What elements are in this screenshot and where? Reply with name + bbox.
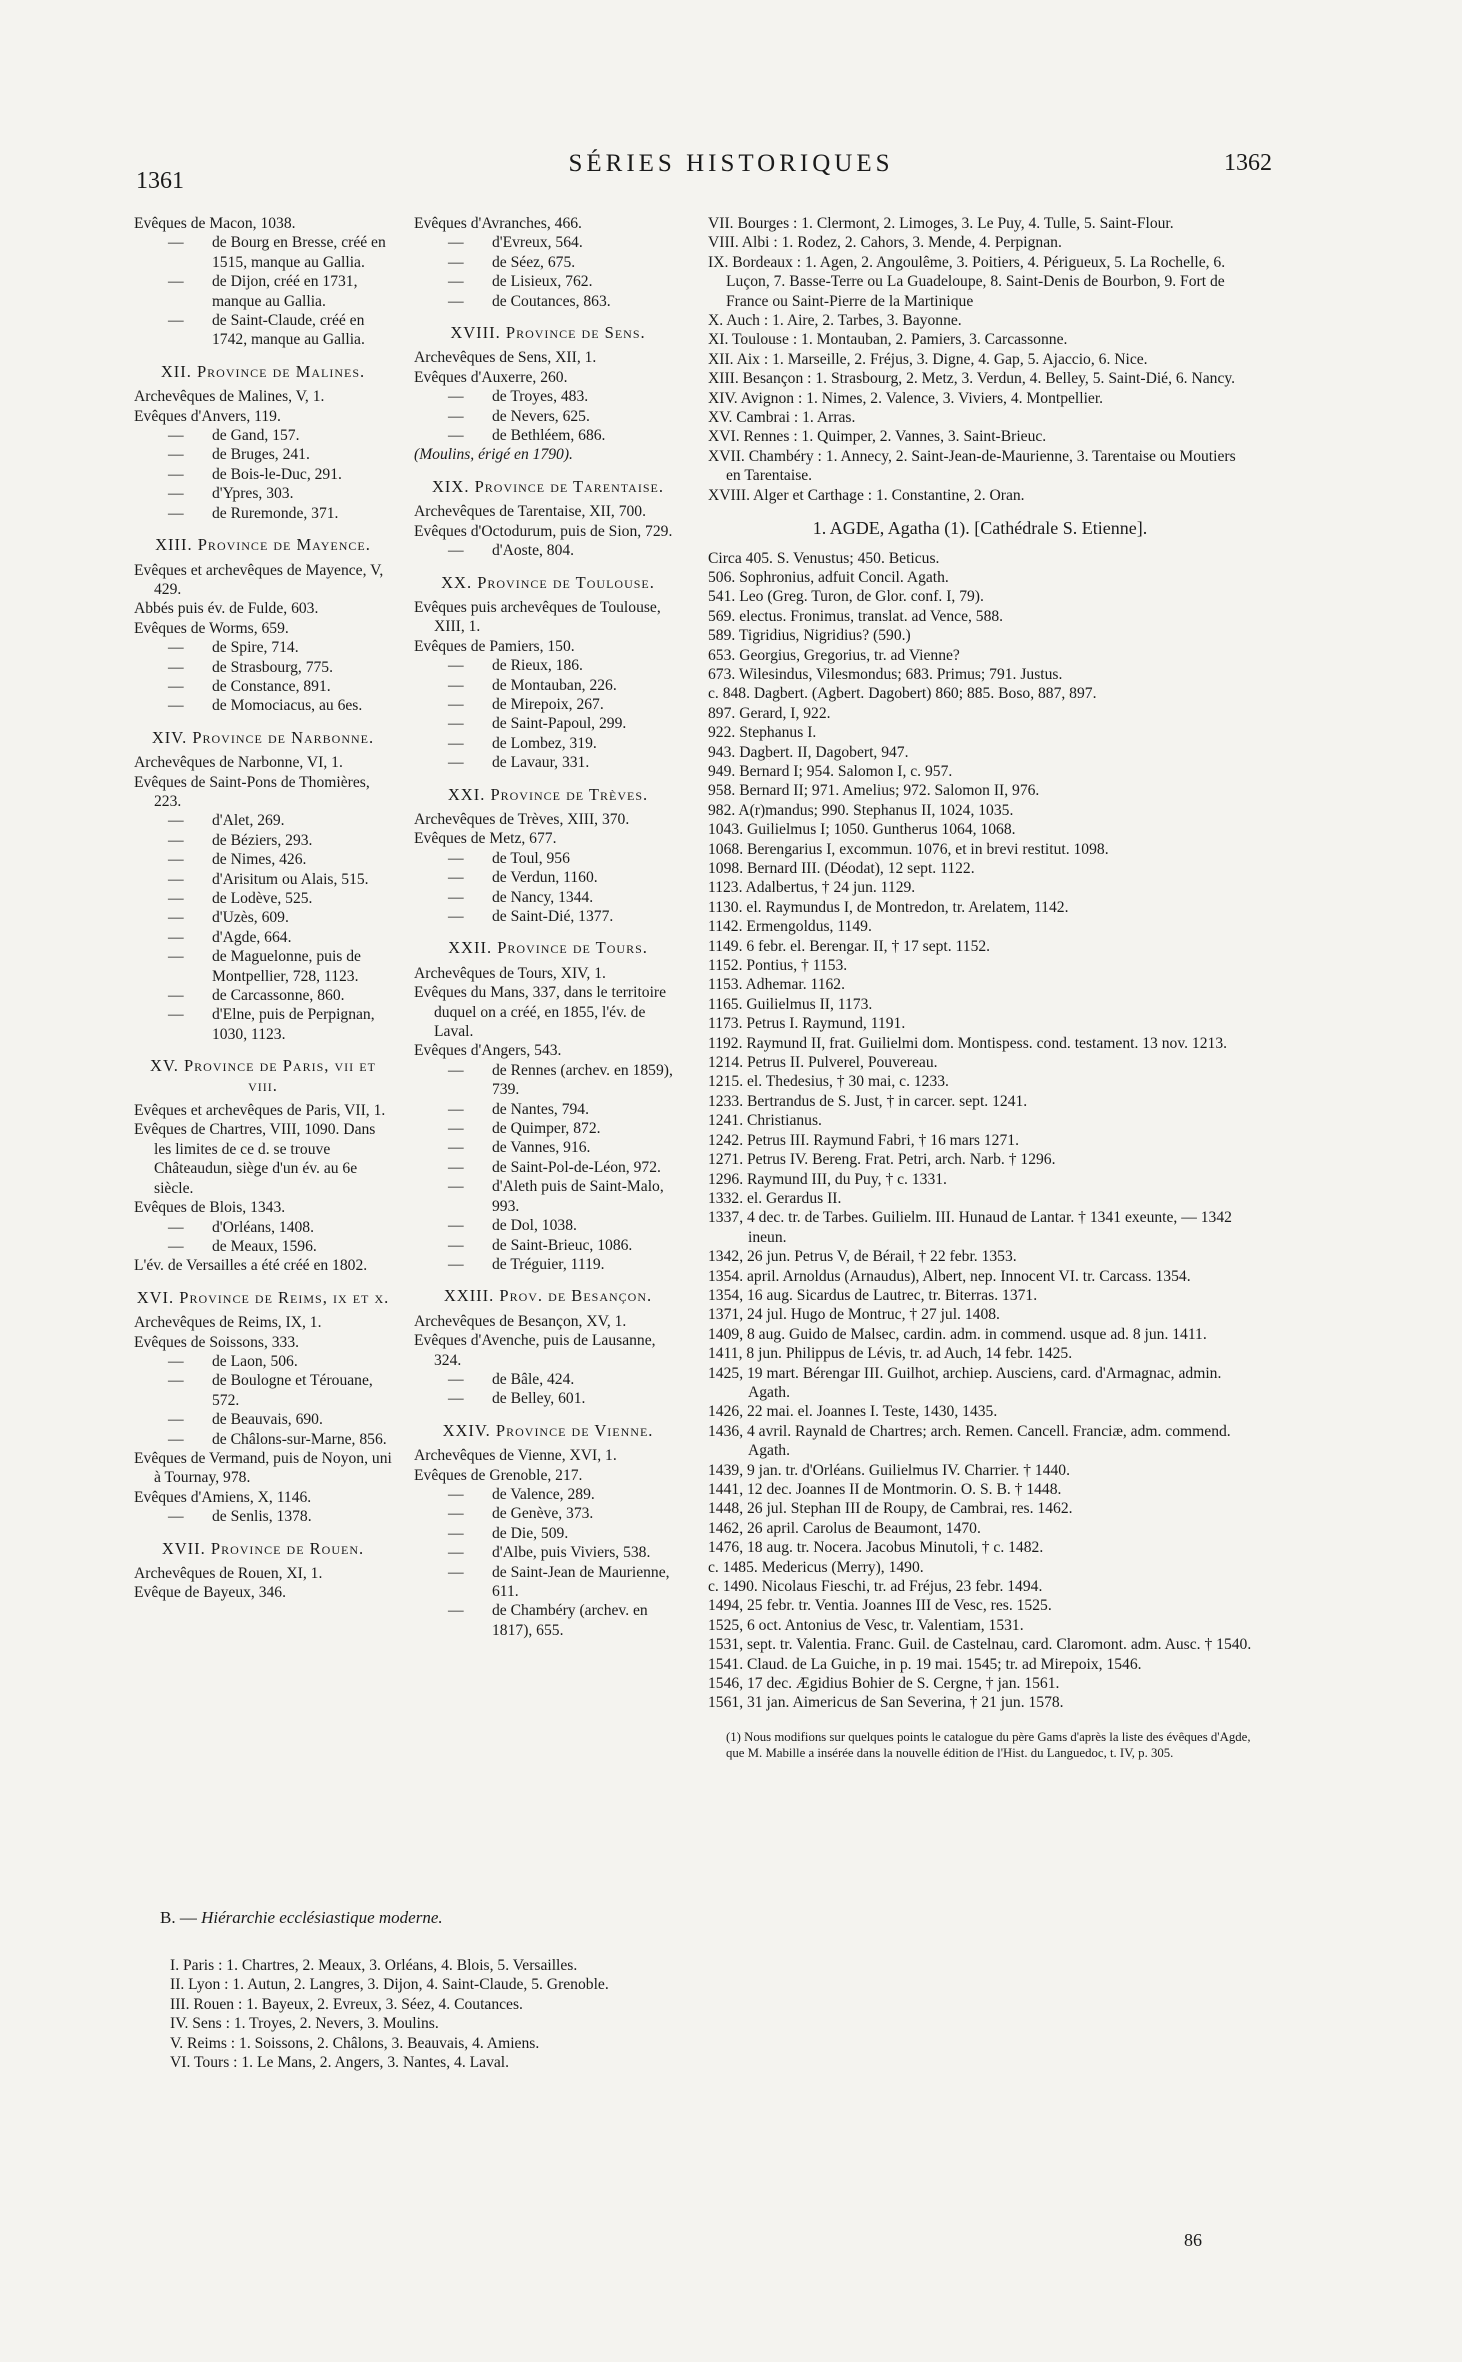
bishop-entry: 1462, 26 april. Carolus de Beaumont, 1470. <box>708 1519 981 1537</box>
column-number-right: 1362 <box>1224 150 1272 176</box>
province-heading: XII. Province de Malines. <box>160 361 366 381</box>
province-heading: XX. Province de Toulouse. <box>441 572 655 592</box>
agde-heading: 1. AGDE, Agatha (1). [Cathédrale S. Etienne]. <box>812 518 1148 539</box>
province-line: II. Lyon : 1. Autun, 2. Langres, 3. Dijon, 4. Saint-Claude, 5. Grenoble. <box>170 1976 609 1994</box>
see-entry: Evêques de Blois, 1343. <box>134 1199 286 1217</box>
province-line: XV. Cambrai : 1. Arras. <box>708 409 856 427</box>
bishop-entry: 1098. Bernard III. (Déodat), 12 sept. 1122. <box>708 860 975 877</box>
bishop-entry: 1494, 25 febr. tr. Ventia. Joannes III de Vesc, res. 1525. <box>708 1597 1052 1615</box>
see-entry: — de Coutances, 863. <box>414 292 682 311</box>
bishop-entry: c. 848. Dagbert. (Agbert. Dagobert) 860; 885. Boso, 887, 897. <box>708 685 1097 703</box>
province-heading: XIII. Province de Mayence. <box>155 535 371 555</box>
province-line: VI. Tours : 1. Le Mans, 2. Angers, 3. Nantes, 4. Laval. <box>170 2054 510 2072</box>
see-entry: — de Lombez, 319. <box>414 734 682 753</box>
see-entry: Archevêques de Malines, V, 1. <box>134 388 325 406</box>
bishop-entry: 1296. Raymund III, du Puy, † c. 1331. <box>708 1170 947 1188</box>
bishop-entry: 1476, 18 aug. tr. Nocera. Jacobus Minutoli, † c. 1482. <box>708 1539 1044 1557</box>
see-entry: — de Montauban, 226. <box>414 676 682 695</box>
bishop-entry: 1354. april. Arnoldus (Arnaudus), Albert, nep. Innocent VI. tr. Carcass. 1354. <box>708 1267 1191 1285</box>
see-entry: Evêques d'Amiens, X, 1146. <box>134 1488 312 1506</box>
see-entry: — de Saint-Papoul, 299. <box>414 714 682 733</box>
see-entry: — de Carcassonne, 860. <box>134 986 392 1005</box>
see-entry: — de Toul, 956 <box>414 849 682 868</box>
province-heading: XIV. Province de Narbonne. <box>151 727 375 747</box>
bishop-entry: 1411, 8 jun. Philippus de Lévis, tr. ad Auch, 14 febr. 1425. <box>708 1345 1073 1363</box>
see-entry: — d'Elne, puis de Perpignan, 1030, 1123. <box>134 1005 392 1044</box>
province-line: IX. Bordeaux : 1. Agen, 2. Angoulême, 3. Poitiers, 4. Périgueux, 5. La Rochelle, 6. Luçon, 7. Basse-Terre ou La Guadeloupe, 8. Saint-Denis de Bourbon, 9. Fort de France ou Saint-Pierre de la Martinique <box>708 253 1226 310</box>
see-entry: — d'Arisitum ou Alais, 515. <box>134 870 392 889</box>
see-entry: — de Ruremonde, 371. <box>134 504 392 523</box>
see-entry: — de Momociacus, au 6es. <box>134 696 392 715</box>
province-line: XII. Aix : 1. Marseille, 2. Fréjus, 3. Digne, 4. Gap, 5. Ajaccio, 6. Nice. <box>708 350 1148 368</box>
see-entry: Evêques de Chartres, VIII, 1090. Dans les limites de ce d. se trouve Châteaudun, siège d'un év. au 6e siècle. <box>134 1121 376 1197</box>
see-entry: — de Nancy, 1344. <box>414 888 682 907</box>
see-entry: — d'Albe, puis Viviers, 538. <box>414 1543 682 1562</box>
bishop-entry: 569. electus. Fronimus, translat. ad Vence, 588. <box>708 607 1004 625</box>
province-heading: XVI. Province de Reims, ix et x. <box>136 1287 390 1307</box>
see-entry: Archevêques de Sens, XII, 1. <box>414 349 597 367</box>
column-1 <box>134 214 392 1603</box>
bishop-entry: 1546, 17 dec. Ægidius Bohier de S. Cergne, † jan. 1561. <box>708 1675 1060 1693</box>
bishop-entry: 958. Bernard II; 971. Amelius; 972. Salomon II, 976. <box>708 782 1040 800</box>
bishop-entry: 982. A(r)mandus; 990. Stephanus II, 1024, 1035. <box>708 801 1014 819</box>
see-entry: — de Laon, 506. <box>134 1352 392 1371</box>
province-line: XVII. Chambéry : 1. Annecy, 2. Saint-Jean-de-Maurienne, 3. Tarentaise ou Moutiers en Tarentaise. <box>708 447 1236 485</box>
province-heading: XVIII. Province de Sens. <box>450 323 646 343</box>
bishop-entry: 1371, 24 jul. Hugo de Montruc, † 27 jul. 1408. <box>708 1306 1000 1324</box>
see-entry: Evêques et archevêques de Mayence, V, 429. <box>134 561 384 598</box>
bishop-entry: 1525, 6 oct. Antonius de Vesc, tr. Valentiam, 1531. <box>708 1616 1024 1634</box>
see-entry: — de Saint-Pol-de-Léon, 972. <box>414 1158 682 1177</box>
bishop-entry: 673. Wilesindus, Vilesmondus; 683. Primus; 791. Justus. <box>708 665 1063 683</box>
see-entry: — de Bethléem, 686. <box>414 426 682 445</box>
bishop-entry: 1441, 12 dec. Joannes II de Montmorin. O. S. B. † 1448. <box>708 1481 1062 1498</box>
see-entry: Archevêques de Trèves, XIII, 370. <box>414 810 630 828</box>
province-line: III. Rouen : 1. Bayeux, 2. Evreux, 3. Séez, 4. Coutances. <box>170 1995 523 2013</box>
bishop-entry: 1561, 31 jan. Aimericus de San Severina, † 21 jun. 1578. <box>708 1694 1064 1712</box>
see-entry: — de Bâle, 424. <box>414 1370 682 1389</box>
see-entry: — de Vannes, 916. <box>414 1138 682 1157</box>
province-line: I. Paris : 1. Chartres, 2. Meaux, 3. Orléans, 4. Blois, 5. Versailles. <box>170 1957 578 1974</box>
bishop-entry: 1043. Guilielmus I; 1050. Guntherus 1064, 1068. <box>708 821 1016 839</box>
see-entry: — de Châlons-sur-Marne, 856. <box>134 1430 392 1449</box>
see-entry: — de Die, 509. <box>414 1524 682 1543</box>
province-heading: XXIII. Prov. de Besançon. <box>443 1286 653 1306</box>
see-entry: — de Verdun, 1160. <box>414 868 682 887</box>
bishop-entry: 1149. 6 febr. el. Berengar. II, † 17 sept. 1152. <box>708 937 991 955</box>
page-number: 86 <box>1184 2230 1202 2250</box>
bishop-entry: 1337, 4 dec. tr. de Tarbes. Guilielm. III. Hunaud de Lantar. † 1341 exeunte, — 1342 ineun. <box>708 1209 1232 1246</box>
see-entry: — de Lisieux, 762. <box>414 272 682 291</box>
see-entry: — de Troyes, 483. <box>414 387 682 406</box>
bishop-entry: 1068. Berengarius I, excommun. 1076, et in brevi restitut. 1098. <box>708 840 1109 858</box>
bishop-entry: 1342, 26 jun. Petrus V, de Bérail, † 22 febr. 1353. <box>708 1248 1017 1266</box>
see-entry: — de Dol, 1038. <box>414 1216 682 1235</box>
see-entry: Evêques d'Octodurum, puis de Sion, 729. <box>414 522 673 540</box>
see-entry: Evêques puis archevêques de Toulouse, XIII, 1. <box>414 598 661 636</box>
see-entry: Evêques d'Anvers, 119. <box>134 407 281 425</box>
see-entry: — d'Agde, 664. <box>134 928 392 947</box>
see-entry: Evêques de Soissons, 333. <box>134 1333 300 1351</box>
see-entry: Evêques de Macon, 1038. <box>134 215 296 232</box>
province-heading: XIX. Province de Tarentaise. <box>432 476 664 496</box>
see-entry: Archevêques de Reims, IX, 1. <box>134 1314 322 1332</box>
section-b-label: B. — <box>160 1908 197 1927</box>
see-entry: — de Saint-Jean de Maurienne, 611. <box>414 1563 682 1602</box>
bishop-entry: 1332. el. Gerardus II. <box>708 1189 842 1207</box>
see-entry: — de Constance, 891. <box>134 677 392 696</box>
bishop-entry: 589. Tigridius, Nigridius? (590.) <box>708 627 911 645</box>
see-entry: — d'Ypres, 303. <box>134 484 392 503</box>
bishop-entry: 506. Sophronius, adfuit Concil. Agath. <box>708 568 949 586</box>
province-line: X. Auch : 1. Aire, 2. Tarbes, 3. Bayonne. <box>708 312 962 330</box>
bishop-entry: 949. Bernard I; 954. Salomon I, c. 957. <box>708 762 953 780</box>
province-line: XI. Toulouse : 1. Montauban, 2. Pamiers, 3. Carcassonne. <box>708 331 1068 349</box>
bishop-entry: 1439, 9 jan. tr. d'Orléans. Guilielmus IV. Charrier. † 1440. <box>708 1461 1070 1479</box>
province-line: XVI. Rennes : 1. Quimper, 2. Vannes, 3. Saint-Brieuc. <box>708 428 1047 446</box>
bishop-entry: 1409, 8 aug. Guido de Malsec, cardin. adm. in commend. usque ad. 8 jun. 1411. <box>708 1325 1207 1343</box>
see-entry: — de Boulogne et Térouane, 572. <box>134 1371 392 1410</box>
see-entry: Archevêques de Vienne, XVI, 1. <box>414 1447 617 1465</box>
province-heading: XXI. Province de Trèves. <box>447 784 649 804</box>
see-entry: — de Lodève, 525. <box>134 889 392 908</box>
see-entry: — d'Aleth puis de Saint-Malo, 993. <box>414 1177 682 1216</box>
see-entry: — d'Orléans, 1408. <box>134 1218 392 1237</box>
bishop-entry: 1425, 19 mart. Bérengar III. Guilhot, archiep. Ausciens, card. d'Armagnac, admin. Agath. <box>708 1364 1222 1401</box>
see-entry: — de Valence, 289. <box>414 1485 682 1504</box>
see-entry: Evêques d'Auxerre, 260. <box>414 368 568 386</box>
see-entry: — de Rennes (archev. en 1859), 739. <box>414 1061 682 1100</box>
see-entry: — de Mirepoix, 267. <box>414 695 682 714</box>
note-entry: (Moulins, érigé en 1790). <box>414 446 573 464</box>
bishop-entry: c. 1485. Medericus (Merry), 1490. <box>708 1558 924 1576</box>
see-entry: Evêques de Worms, 659. <box>134 619 289 637</box>
see-entry: — de Maguelonne, puis de Montpellier, 728, 1123. <box>134 947 392 986</box>
see-entry: Archevêques de Rouen, XI, 1. <box>134 1565 323 1582</box>
bishop-entry: 1436, 4 avril. Raynald de Chartres; arch. Remen. Cancell. Franciæ, adm. commend. Agath. <box>708 1422 1231 1460</box>
see-entry: — de Nantes, 794. <box>414 1100 682 1119</box>
see-entry: Archevêques de Tours, XIV, 1. <box>414 964 606 982</box>
bishop-entry: 1448, 26 jul. Stephan III de Roupy, de Cambrai, res. 1462. <box>708 1500 1073 1518</box>
bishop-entry: 1233. Bertrandus de S. Just, † in carcer. sept. 1241. <box>708 1092 1028 1110</box>
bishop-entry: 1173. Petrus I. Raymund, 1191. <box>708 1015 906 1033</box>
see-entry: — d'Aoste, 804. <box>414 541 682 560</box>
see-entry: Evêque de Bayeux, 346. <box>134 1584 286 1602</box>
bishop-entry: 1130. el. Raymundus I, de Montredon, tr. Arelatem, 1142. <box>708 898 1069 916</box>
see-entry: Evêques du Mans, 337, dans le territoire duquel on a créé, en 1855, l'év. de Laval. <box>414 984 667 1041</box>
section-b-heading <box>160 1908 443 1928</box>
province-line: V. Reims : 1. Soissons, 2. Châlons, 3. Beauvais, 4. Amiens. <box>170 2034 540 2052</box>
province-heading: XV. Province de Paris, vii et viii. <box>150 1056 376 1095</box>
province-line: XVIII. Alger et Carthage : 1. Constantine, 2. Oran. <box>708 486 1025 504</box>
see-entry: — de Béziers, 293. <box>134 831 392 850</box>
see-entry: — de Meaux, 1596. <box>134 1237 392 1256</box>
bishop-entry: 1165. Guilielmus II, 1173. <box>708 995 873 1013</box>
see-entry: L'év. de Versailles a été créé en 1802. <box>134 1257 368 1275</box>
column-number-left: 1361 <box>136 168 184 194</box>
see-entry: — de Strasbourg, 775. <box>134 658 392 677</box>
footnote: (1) Nous modifions sur quelques points le catalogue du père Gams d'après la liste des évêques d'Agde, que M. Mabille a insérée dans la nouvelle édition de l'Hist. du Languedoc, t. IV, p. 305. <box>726 1729 1251 1760</box>
see-entry: — de Lavaur, 331. <box>414 753 682 772</box>
see-entry: Evêques d'Avranches, 466. <box>414 215 582 232</box>
see-entry: — de Nevers, 625. <box>414 407 682 426</box>
see-entry: Evêques de Metz, 677. <box>414 830 557 848</box>
see-entry: Evêques de Grenoble, 217. <box>414 1466 583 1484</box>
see-entry: — de Belley, 601. <box>414 1389 682 1408</box>
bishop-entry: 1153. Adhemar. 1162. <box>708 976 846 994</box>
bishop-entry: 1541. Claud. de La Guiche, in p. 19 mai. 1545; tr. ad Mirepoix, 1546. <box>708 1655 1142 1673</box>
see-entry: — de Beauvais, 690. <box>134 1410 392 1429</box>
see-entry: Evêques de Vermand, puis de Noyon, uni à Tournay, 978. <box>134 1449 392 1487</box>
section-b-title: Hiérarchie ecclésiastique moderne. <box>201 1908 443 1927</box>
bishop-entry: 1271. Petrus IV. Bereng. Frat. Petri, arch. Narb. † 1296. <box>708 1151 1056 1169</box>
see-entry: — de Bruges, 241. <box>134 445 392 464</box>
see-entry: — de Tréguier, 1119. <box>414 1255 682 1274</box>
bishop-entry: 653. Georgius, Gregorius, tr. ad Vienne? <box>708 646 960 664</box>
see-entry: — de Bourg en Bresse, créé en 1515, manque au Gallia. <box>134 233 392 272</box>
see-entry: — de Saint-Brieuc, 1086. <box>414 1236 682 1255</box>
bishop-entry: 922. Stephanus I. <box>708 724 817 742</box>
bishop-entry: 1192. Raymund II, frat. Guilielmi dom. Montispess. cond. testament. 13 nov. 1213. <box>708 1034 1228 1052</box>
bishop-entry: Circa 405. S. Venustus; 450. Beticus. <box>708 549 940 567</box>
see-entry: — de Séez, 675. <box>414 253 682 272</box>
see-entry: Evêques de Pamiers, 150. <box>414 637 575 655</box>
see-entry: — de Nimes, 426. <box>134 850 392 869</box>
see-entry: Evêques de Saint-Pons de Thomières, 223. <box>134 773 370 810</box>
see-entry: — de Gand, 157. <box>134 426 392 445</box>
province-line: XIV. Avignon : 1. Nimes, 2. Valence, 3. Viviers, 4. Montpellier. <box>708 389 1104 407</box>
see-entry: — de Bois-le-Duc, 291. <box>134 465 392 484</box>
see-entry: — d'Evreux, 564. <box>414 233 682 252</box>
agde-bishop-list <box>708 549 1252 1713</box>
see-entry: — de Genève, 373. <box>414 1504 682 1523</box>
see-entry: Evêques d'Angers, 543. <box>414 1042 562 1060</box>
bishop-entry: 541. Leo (Greg. Turon, de Glor. conf. I, 79). <box>708 588 984 606</box>
bishop-entry: 943. Dagbert. II, Dagobert, 947. <box>708 743 909 761</box>
province-list-continued <box>708 214 1252 505</box>
see-entry: Archevêques de Tarentaise, XII, 700. <box>414 503 647 521</box>
bishop-entry: 1215. el. Thedesius, † 30 mai, c. 1233. <box>708 1073 949 1091</box>
bishop-entry: 1142. Ermengoldus, 1149. <box>708 918 872 936</box>
bishop-entry: 1241. Christianus. <box>708 1112 822 1130</box>
province-line: VII. Bourges : 1. Clermont, 2. Limoges, 3. Le Puy, 4. Tulle, 5. Saint-Flour. <box>708 215 1174 232</box>
bishop-entry: 897. Gerard, I, 922. <box>708 704 831 722</box>
province-heading: XVII. Province de Rouen. <box>161 1538 365 1558</box>
bishop-entry: 1123. Adalbertus, † 24 jun. 1129. <box>708 879 916 897</box>
see-entry: — de Chambéry (archev. en 1817), 655. <box>414 1601 682 1640</box>
see-entry: — de Rieux, 186. <box>414 656 682 675</box>
see-entry: — de Quimper, 872. <box>414 1119 682 1138</box>
bishop-entry: 1214. Petrus II. Pulverel, Pouvereau. <box>708 1054 938 1072</box>
province-line: XIII. Besançon : 1. Strasbourg, 2. Metz, 3. Verdun, 4. Belley, 5. Saint-Dié, 6. Nancy. <box>708 370 1236 388</box>
see-entry: — de Dijon, créé en 1731, manque au Gallia. <box>134 272 392 311</box>
see-entry: — de Saint-Claude, créé en 1742, manque au Gallia. <box>134 311 392 350</box>
column-3 <box>708 214 1252 1761</box>
province-heading: XXII. Province de Tours. <box>448 938 648 958</box>
see-entry: — de Spire, 714. <box>134 638 392 657</box>
province-heading: XXIV. Province de Vienne. <box>442 1420 654 1440</box>
page-title: SÉRIES HISTORIQUES <box>568 150 894 177</box>
bishop-entry: c. 1490. Nicolaus Fieschi, tr. ad Fréjus, 23 febr. 1494. <box>708 1578 1043 1596</box>
bishop-entry: 1242. Petrus III. Raymund Fabri, † 16 mars 1271. <box>708 1131 1019 1149</box>
see-entry: — d'Alet, 269. <box>134 811 392 830</box>
province-line: IV. Sens : 1. Troyes, 2. Nevers, 3. Moulins. <box>170 2015 439 2033</box>
see-entry: — de Senlis, 1378. <box>134 1507 392 1526</box>
column-2 <box>414 214 682 1640</box>
see-entry: Evêques d'Avenche, puis de Lausanne, 324. <box>414 1332 656 1369</box>
province-line: VIII. Albi : 1. Rodez, 2. Cahors, 3. Mende, 4. Perpignan. <box>708 234 1062 252</box>
bishop-entry: 1426, 22 mai. el. Joannes I. Teste, 1430, 1435. <box>708 1403 998 1421</box>
see-entry: Evêques et archevêques de Paris, VII, 1. <box>134 1102 386 1120</box>
see-entry: Archevêques de Besançon, XV, 1. <box>414 1312 627 1330</box>
see-entry: Archevêques de Narbonne, VI, 1. <box>134 754 343 772</box>
see-entry: — d'Uzès, 609. <box>134 908 392 927</box>
see-entry: Abbés puis év. de Fulde, 603. <box>134 600 319 618</box>
bishop-entry: 1531, sept. tr. Valentia. Franc. Guil. de Castelnau, card. Claromont. adm. Ausc. † 1540. <box>708 1636 1252 1654</box>
see-entry: — de Saint-Dié, 1377. <box>414 907 682 926</box>
section-b-province-list <box>170 1956 700 2072</box>
bishop-entry: 1152. Pontius, † 1153. <box>708 957 848 975</box>
bishop-entry: 1354, 16 aug. Sicardus de Lautrec, tr. Biterras. 1371. <box>708 1286 1038 1304</box>
